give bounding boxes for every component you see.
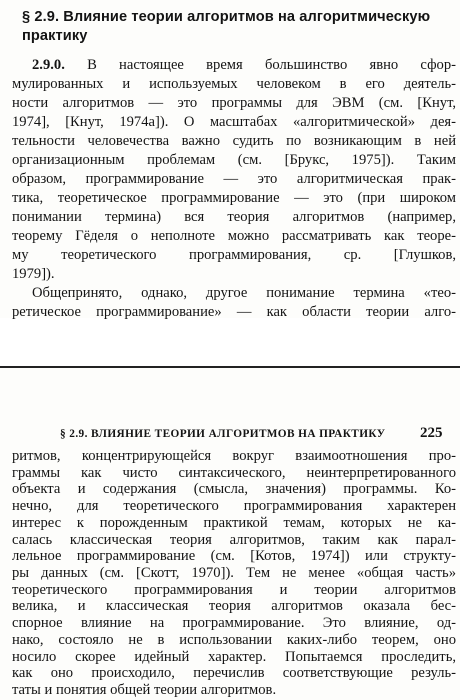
- page-number: 225: [420, 425, 443, 441]
- paragraph-line: мулированных и используемых человеком в его деятель-: [12, 76, 456, 92]
- paragraph-line: Общепринято, однако, другое понимание термина «тео-: [32, 285, 456, 301]
- paragraph-line: тельности человечества важно судить по возникающим в ней: [12, 133, 456, 149]
- paragraph-line: му теоретического программирования, ср. [Глушков,: [12, 247, 456, 263]
- paragraph-line: объекта и содержания (смысла, значения) программы. Ко-: [12, 481, 456, 498]
- paragraph-line: ры данных (см. [Скотт, 1970]). Тем не менее «общая часть»: [12, 565, 456, 581]
- paragraph-line: ретическое программирование» — как области теории алго-: [12, 304, 456, 320]
- section-heading-line-2: практику: [22, 28, 88, 44]
- paragraph-line: понимании термина) вся теория алгоритмов (например,: [12, 209, 456, 225]
- paragraph-line-text: В настоящее время большинство явно сфор-: [64, 57, 456, 73]
- paragraph-line: ритмов, концентрирующейся вокруг взаимоотношения про-: [12, 448, 456, 464]
- paragraph-line: граммы как чисто синтаксического, неинтерпретированного: [12, 464, 456, 481]
- paragraph-line: 1979]).: [12, 266, 55, 282]
- paragraph-line: теоретического программирования и теории алгоритмов: [12, 581, 456, 598]
- paragraph-line: таты и понятия общей теории алгоритмов.: [12, 682, 277, 698]
- paragraph-line: теорему Гёделя о неполноте можно рассматривать как теоре-: [12, 228, 456, 244]
- running-head: § 2.9. ВЛИЯНИЕ ТЕОРИИ АЛГОРИТМОВ НА ПРАКТИКУ: [60, 428, 386, 440]
- section-heading-line-1: § 2.9. Влияние теории алгоритмов на алгоритмическую: [22, 9, 431, 25]
- paragraph-line: интерес к порожденным практикой темам, которых не ка-: [12, 514, 456, 531]
- paragraph-line: как оно происходило, перечислив соответствующие резуль-: [12, 665, 456, 682]
- paragraph-line: велика, и классическая теория алгоритмов оказала бес-: [12, 598, 456, 615]
- paragraph-line: салась классическая теория алгоритмов, таким как парал-: [12, 531, 456, 548]
- paragraph-line: организационным проблемам (см. [Брукс, 1975]). Таким: [12, 152, 456, 168]
- paragraph-line: лельное программирование (см. [Котов, 1974]) или структу-: [12, 548, 456, 565]
- paragraph-number: 2.9.0.: [32, 57, 65, 73]
- paragraph-line: образом, программирование — это алгоритмическая прак-: [12, 171, 456, 187]
- paragraph-line: 1974], [Кнут, 1974а]). О масштабах «алгоритмической» дея-: [12, 114, 456, 130]
- paragraph-line: ности алгоритмов — это программы для ЭВМ (см. [Кнут,: [12, 95, 456, 111]
- paragraph-line: носило скорее идейный характер. Попытаемся проследить,: [12, 648, 456, 665]
- paragraph-line: нечно, для теоретического программирования характерен: [12, 498, 456, 515]
- paragraph-line: [12, 56, 456, 75]
- paragraph-line: тика, теоретическое программирование — это (при широком: [12, 190, 456, 206]
- paragraph-line: спорное влияние на программирование. Это влияние, од-: [12, 615, 456, 632]
- paragraph-line: нако, состояло не в использовании каких-либо теорем, оно: [12, 631, 456, 648]
